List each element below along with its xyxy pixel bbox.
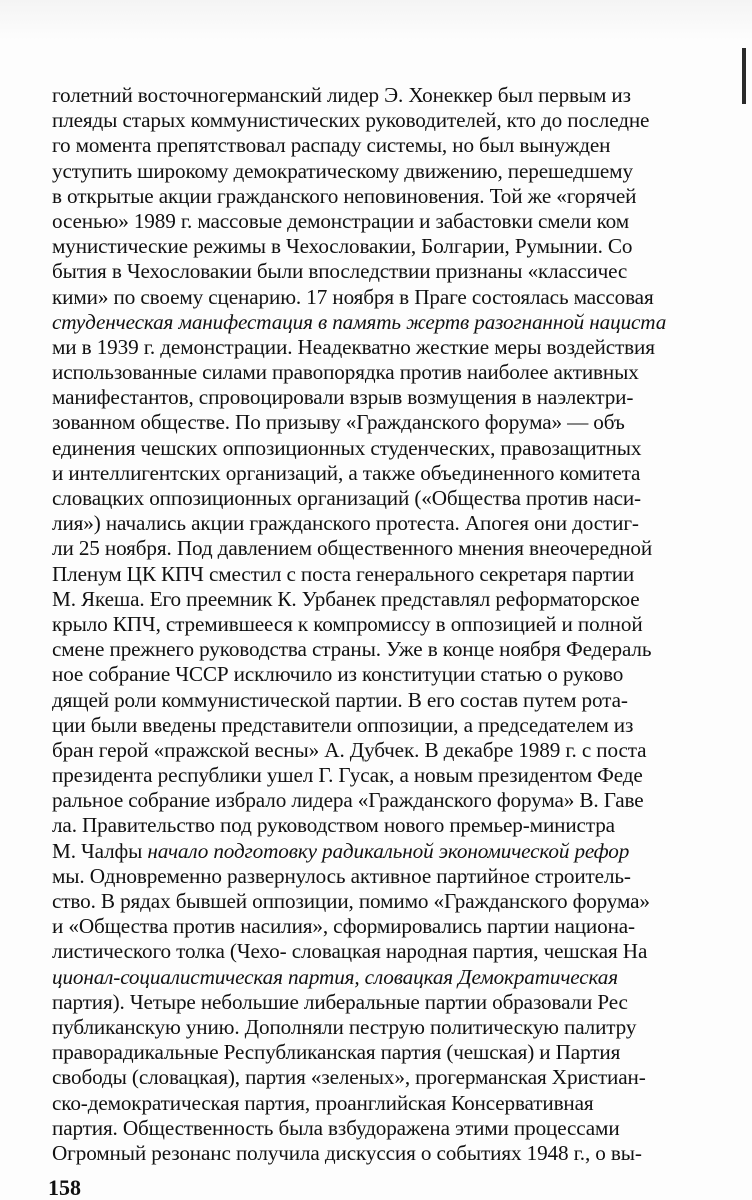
text-run: кими» по своему сценарию. 17 ноября в Праге состоялась массовая [52, 284, 654, 309]
text-run: лия») начались акции гражданского протеста. Апогея они достиг- [52, 511, 639, 536]
text-run: партия). Четыре небольшие либеральные партии образовали Рес [52, 989, 628, 1014]
text-run: в открытые акции гражданского неповиновения. Той же «горячей [52, 183, 637, 208]
text-run: начало подготовку радикальной экономической рефор [147, 838, 630, 863]
text-line [52, 133, 752, 158]
text-line [52, 738, 752, 763]
text-line [52, 285, 752, 310]
text-run: бран герой «пражской весны» А. Дубчек. В декабре 1989 г. с поста [52, 737, 647, 762]
text-run: ми в 1939 г. демонстрации. Неадекватно жесткие меры воздействия [52, 334, 655, 359]
text-run: манифестантов, спровоцировали взрыв возмущения в наэлектри- [52, 385, 634, 410]
text-line [52, 83, 752, 108]
text-line [52, 788, 752, 813]
text-line [52, 486, 752, 511]
text-run: мунистические режимы в Чехословакии, Болгарии, Румынии. Со [52, 234, 633, 259]
text-line [52, 990, 752, 1015]
text-run: студенческая манифестация в память жертв разогнанной нациста [52, 309, 667, 334]
text-line [52, 688, 752, 713]
text-run: го момента препятствовал распаду системы, но был вынужден [52, 133, 611, 158]
text-line [52, 159, 752, 184]
text-line [52, 1015, 752, 1040]
text-run: ное собрание ЧССР исключило из конституции статью о руково [52, 662, 624, 687]
text-run: крыло КПЧ, стремившееся к компромиссу в оппозицией и полной [52, 611, 643, 636]
text-line [52, 562, 752, 587]
text-run: листического толка (Чехо- словацкая народная партия, чешская На [52, 939, 648, 964]
text-line [52, 1040, 752, 1065]
body-text [52, 83, 752, 1166]
text-line [52, 184, 752, 209]
text-line [52, 209, 752, 234]
text-line [52, 461, 752, 486]
text-line [52, 939, 752, 964]
text-line [52, 335, 752, 360]
page-top-shading [0, 0, 752, 40]
text-line [52, 1116, 752, 1141]
text-run: плеяды старых коммунистических руководителей, кто до последне [52, 108, 650, 133]
text-run: голетний восточногерманский лидер Э. Хонеккер был первым из [52, 83, 631, 107]
text-line [52, 889, 752, 914]
text-line [52, 965, 752, 990]
text-line [52, 612, 752, 637]
text-run: мы. Одновременно развернулось активное партийное строитель- [52, 863, 631, 888]
text-run: президента республики ушел Г. Гусак, а новым президентом Феде [52, 763, 643, 788]
text-line [52, 259, 752, 284]
text-line [52, 813, 752, 838]
text-line [52, 410, 752, 435]
text-line [52, 763, 752, 788]
text-run: и «Общества против насилия», сформировались партии национа- [52, 914, 635, 939]
text-line [52, 511, 752, 536]
text-run: М. Якеша. Его преемник К. Урбанек представлял реформаторское [52, 586, 640, 611]
text-run: зованном обществе. По призыву «Гражданского форума» — объ [52, 410, 625, 435]
text-run: бытия в Чехословакии были впоследствии признаны «классичес [52, 259, 628, 284]
text-line [52, 1091, 752, 1116]
text-line [52, 713, 752, 738]
text-run: М. Чалфы [52, 838, 148, 863]
text-run: публиканскую унию. Дополняли пеструю политическую палитру [52, 1014, 637, 1039]
text-line [52, 234, 752, 259]
text-line [52, 1141, 752, 1166]
text-line [52, 839, 752, 864]
text-run: Пленум ЦК КПЧ сместил с поста генерального секретаря партии [52, 561, 635, 586]
text-run: ции были введены представители оппозиции, а председателем из [52, 712, 634, 737]
text-line [52, 864, 752, 889]
text-run: единения чешских оппозиционных студенческих, правозащитных [52, 435, 642, 460]
text-line [52, 360, 752, 385]
text-run: словацких оппозиционных организаций («Общества против наси- [52, 486, 641, 510]
text-run: уступить широкому демократическому движению, перешедшему [52, 158, 633, 183]
text-run: осенью» 1989 г. массовые демонстрации и забастовки смели ком [52, 208, 630, 233]
text-line [52, 436, 752, 461]
text-run: и интеллигентских организаций, а также объединенного комитета [52, 460, 641, 485]
text-run: ско-демократическая партия, проанглийская Консервативная [52, 1090, 594, 1115]
text-line [52, 637, 752, 662]
text-run: смене прежнего руководства страны. Уже в конце ноября Федераль [52, 637, 652, 662]
text-run: использованные силами правопорядка против наиболее активных [52, 360, 639, 385]
text-line [52, 587, 752, 612]
text-line [52, 310, 752, 335]
text-line [52, 536, 752, 561]
text-run: ционал-социалистическая партия, словацкая Демократическая [52, 964, 618, 989]
text-line [52, 108, 752, 133]
text-line [52, 385, 752, 410]
page-number: 158 [48, 1175, 81, 1200]
text-line [52, 1065, 752, 1090]
text-run: праворадикальные Республиканская партия (чешская) и Партия [52, 1040, 621, 1065]
text-run: свободы (словацкая), партия «зеленых», прогерманская Христиан- [52, 1065, 646, 1090]
text-run: партия. Общественность была взбудоражена этими процессами [52, 1115, 620, 1140]
text-run: Огромный резонанс получила дискуссия о событиях 1948 г., о вы- [52, 1140, 642, 1165]
text-run: ральное собрание избрало лидера «Гражданского форума» В. Гаве [52, 788, 644, 813]
text-run: ли 25 ноября. Под давлением общественного мнения внеочередной [52, 536, 653, 561]
text-line [52, 662, 752, 687]
text-run: ство. В рядах бывшей оппозиции, помимо «Гражданского форума» [52, 889, 650, 913]
text-line [52, 914, 752, 939]
text-run: дящей роли коммунистической партии. В его состав путем рота- [52, 687, 628, 712]
text-run: ла. Правительство под руководством нового премьер-министра [52, 813, 615, 838]
